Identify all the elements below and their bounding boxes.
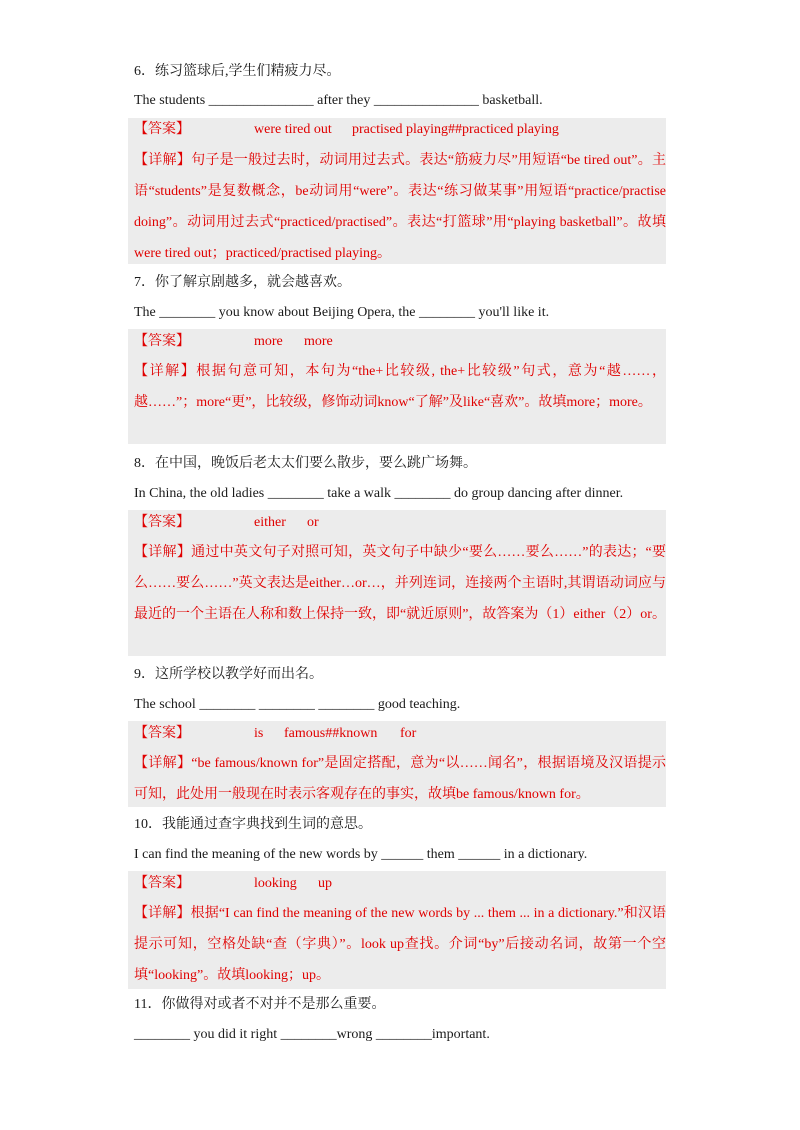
q7-explain-text: 根据句意可知，本句为“the+比较级, the+比较级”句式，意为“越……，越……”；more“更”，比较级，修饰动词know“了解”及like“喜欢”。故填more；more。 (134, 364, 666, 410)
q8-explain-text: 通过中英文句子对照可知，英文句子中缺少“要么……要么……”的表达；“要么……要么……”英文表达是either…or…，并列连词，连接两个主语时,其谓语动词应与最近的一个主语在人称和数上保持一致，即“就近原则”，故答案为（1）either（2）or。 (134, 545, 667, 622)
q10-sentence: I can find the meaning of the new words by ______ them ______ in a dictionary. (134, 847, 588, 862)
q7-prompt: 7．你了解京剧越多，就会越喜欢。 (134, 275, 351, 290)
q9-explanation (134, 748, 666, 810)
q8-explanation (134, 537, 666, 630)
q7-answer-row (134, 333, 333, 351)
q6-sentence: The students _______________ after they _______________ basketball. (134, 93, 543, 108)
q10-answer-1: looking (254, 876, 297, 891)
q7-sentence: The ________ you know about Beijing Opera, the ________ you'll like it. (134, 305, 550, 320)
q8-answer-label: 【答案】 (134, 515, 190, 530)
q6-answer-1: were tired out (254, 122, 332, 137)
q9-sentence: The school ________ ________ ________ good teaching. (134, 697, 461, 712)
q6-answer-row (134, 121, 559, 139)
q10-answer-row (134, 875, 332, 893)
q9-answer-2: famous##known (284, 726, 378, 741)
q7-explain-label: 【详解】 (134, 364, 197, 379)
q7-explanation (134, 356, 666, 418)
q8-answer-2: or (307, 515, 319, 530)
q11-prompt: 11．你做得对或者不对并不是那么重要。 (134, 997, 386, 1012)
q9-answer-1: is (254, 726, 264, 741)
q8-explain-label: 【详解】 (134, 545, 192, 560)
q10-answer-label: 【答案】 (134, 876, 190, 891)
q8-answer-row (134, 514, 319, 532)
q10-explain-label: 【详解】 (134, 906, 191, 921)
q9-answer-row (134, 725, 417, 743)
q10-explanation (134, 898, 666, 991)
q10-explain-text: 根据“I can find the meaning of the new words by ... them ... in a dictionary.”和汉语提示可知，空格处缺“查（字典）”。look up查找。介词“by”后接动名词，故第一个空填“looking”。故填looking；up。 (134, 906, 666, 983)
q6-prompt: 6．练习篮球后,学生们精疲力尽。 (134, 64, 341, 79)
q11-sentence: ________ you did it right ________wrong ________important. (134, 1027, 490, 1042)
q9-answer-3: for (400, 726, 417, 741)
q8-sentence: In China, the old ladies ________ take a walk ________ do group dancing after dinner. (134, 486, 624, 501)
q7-answer-2: more (304, 334, 333, 349)
q7-answer-label: 【答案】 (134, 334, 190, 349)
q9-prompt: 9．这所学校以教学好而出名。 (134, 667, 323, 682)
q6-explain-label: 【详解】 (134, 153, 192, 168)
q6-explain-text: 句子是一般过去时，动词用过去式。表达“筋疲力尽”用短语“be tired out”。主语“students”是复数概念，be动词用“were”。表达“练习做某事”用短语“practice/practise doing”。动词用过去式“practiced/practised”。表达“打篮球”用“playing basketball”。故填were tired out；practiced/practised playing。 (134, 153, 666, 261)
q9-explain-label: 【详解】 (134, 756, 192, 771)
q9-explain-text: “be famous/known for”是固定搭配，意为“以……闻名”，根据语境及汉语提示可知，此处用一般现在时表示客观存在的事实，故填be famous/known for。 (134, 756, 667, 802)
q6-explanation (134, 145, 666, 269)
q9-answer-label: 【答案】 (134, 726, 190, 741)
q10-answer-2: up (318, 876, 332, 891)
q6-answer-label: 【答案】 (134, 122, 190, 137)
q6-answer-2: practised playing##practiced playing (352, 122, 559, 137)
q8-answer-1: either (254, 515, 286, 530)
q7-answer-1: more (254, 334, 283, 349)
q10-prompt: 10．我能通过查字典找到生词的意思。 (134, 817, 372, 832)
q8-prompt: 8．在中国，晚饭后老太太们要么散步，要么跳广场舞。 (134, 456, 477, 471)
